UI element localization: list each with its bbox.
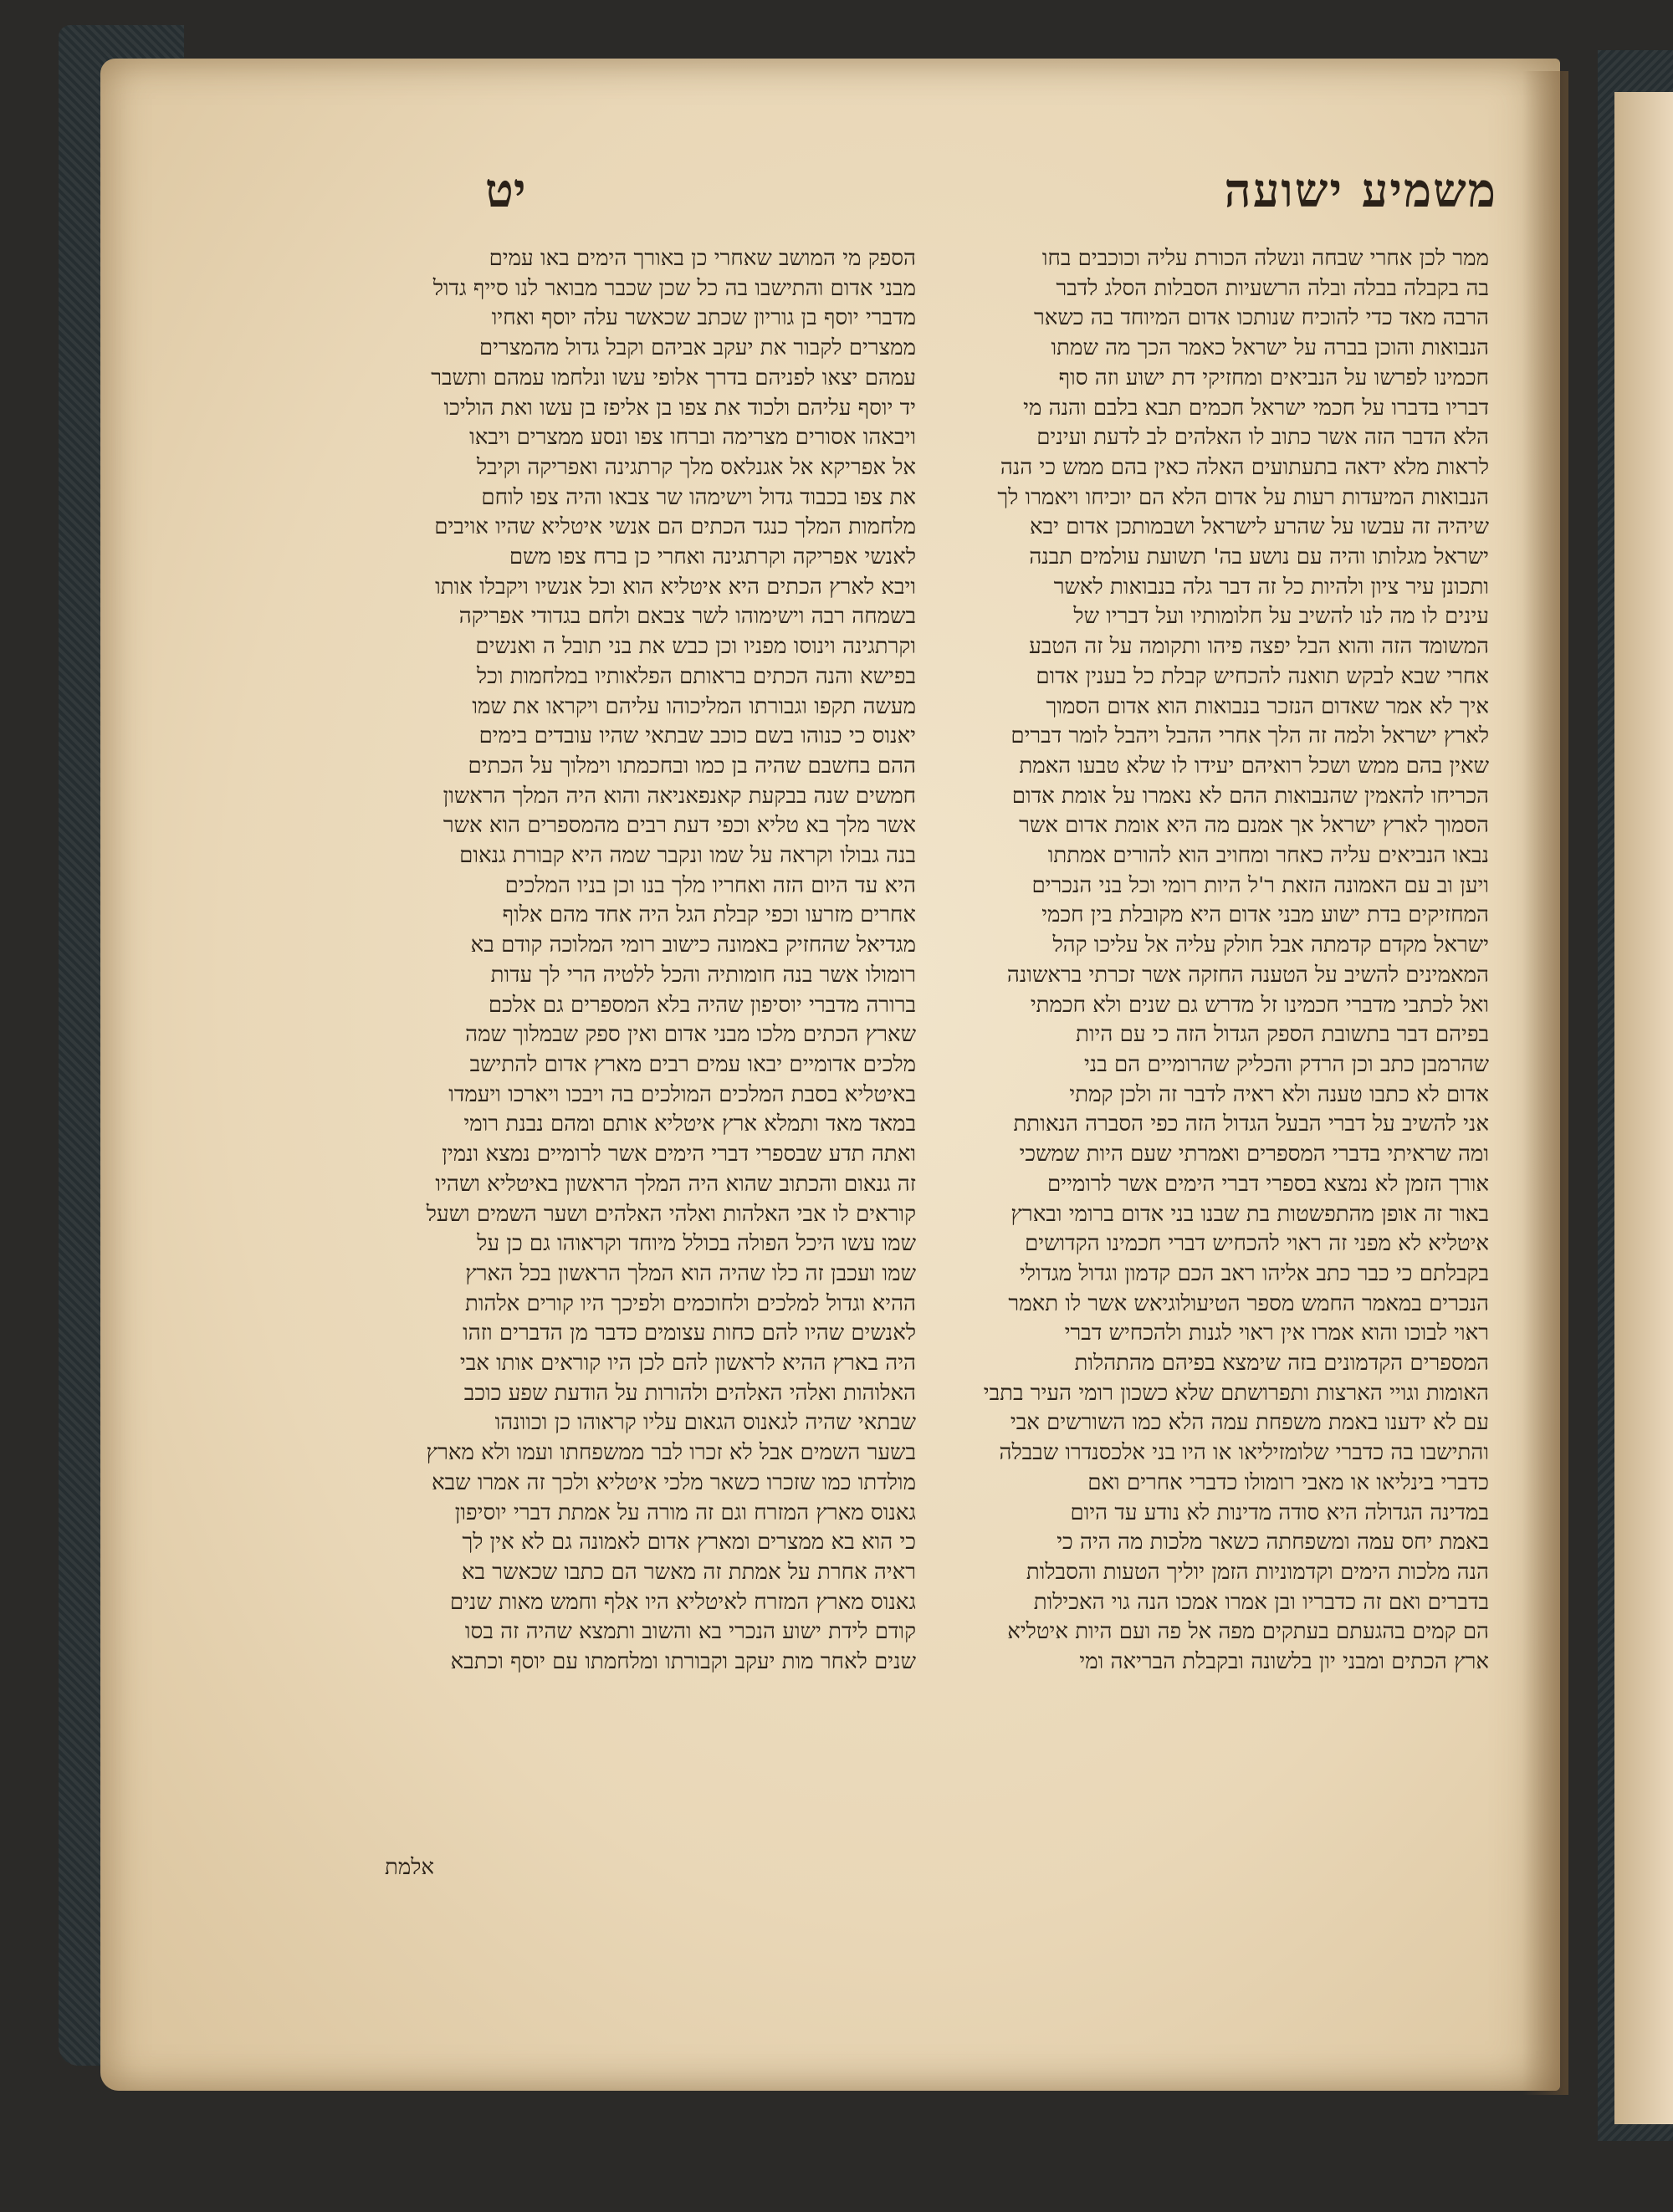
page-gutter-shadow (1522, 71, 1568, 2095)
text-line: באיטליא בסבת המלכים המולכים בה ויבכו ויארכו ויעמדו (448, 1081, 916, 1107)
text-line: מולדתו כמו שזכרו כשאר מלכי איטליא ולכך זה אמרו שבא (432, 1469, 916, 1495)
text-line: קוראים לו אבי האלהות ואלהי האלהים ושער השמים ושעל (426, 1201, 916, 1227)
text-line: כדברי בינליאו או מאבי רומולו כדברי אחרים ואם (1087, 1469, 1489, 1495)
text-line: היא עד היום הזה ואחריו מלך בנו וכן בניו המלכים (504, 872, 916, 898)
text-line: שבתאי שהיה לגאנוס הגאום עליו קראוהו כן וכוונהו (494, 1410, 916, 1436)
text-line: והתישבו בה כדברי שלומזיליאו או היו בני אלכסנדרו שבבלה (999, 1440, 1489, 1466)
text-line: במדינה הגדולה היא סודה מדינות לא נודע עד היום (1070, 1499, 1489, 1525)
text-line: ותכונן עיר ציון ולהיות כל זה דבר גלה בנבואות לאשר (1053, 574, 1489, 600)
text-line: אורך הזמן לא נמצא בספרי דברי הימים אשר לרומיים (1046, 1171, 1489, 1197)
text-line: מלחמות המלך כנגד הכתים הם אנשי איטליא שהיו אויבים (434, 514, 916, 540)
text-line: חמשים שנה בבקעת קאנפאניאה והוא היה המלך הראשון (443, 783, 916, 809)
text-line: ההם בחשבם שהיה בן כמו ובחכמתו וימלוך על הכתים (468, 753, 916, 779)
text-line: לראות מלא ידאה בתעתועים האלה כאין בהם ממש כי הנה (1000, 454, 1489, 480)
text-line: ישראל מקדם קדמתה אבל חולק עליה אל עליכו קהל (1052, 932, 1489, 958)
catchword: אלמת (385, 1855, 435, 1880)
text-line: אחרים מזרעו וכפי קבלת הגל היה אחד מהם אלוף (502, 902, 916, 928)
text-line: ואתה תדע שבספרי דברי הימים אשר לרומיים נמצא ונמין (442, 1142, 916, 1167)
text-line: ארץ הכתים ומבני יון בלשונה ובקבלת הבריאה ומי (1079, 1649, 1489, 1675)
text-line: שארץ הכתים מלכו מבני אדום ואין ספק שבמלוך שמה (465, 1022, 916, 1048)
text-column-left (347, 244, 916, 1678)
text-line: אחרי שבא לבקש תואנה להכחיש קבלת כל בענין אדום (1036, 663, 1489, 689)
text-line: רומולו אשר בנה חומותיה והכל ללטיה הרי לך עדות (490, 962, 916, 988)
text-line: בה בקבלה בבלה ובלה הרשעיות הסבלות הסלג לדבר (1056, 275, 1489, 301)
text-line: באור זה אופן מהתפשטות בת שבנו בני אדום ברומי ובארץ (1010, 1201, 1489, 1227)
text-line: אל אפריקא אל אגנלאס מלך קרתגינה ואפריקה וקיבל (476, 454, 916, 480)
text-line: קודם לידת ישוע הנכרי בא והשוב ותמצא שהיה זה בסו (464, 1619, 916, 1645)
text-line: שנים לאחר מות יעקב וקבורתו ומלחמתו עם יוסף וכתבא (450, 1649, 916, 1675)
text-line: בשמחה רבה וישימוהו לשר צבאם ולחם בגדודי אפריקה (458, 604, 916, 630)
facing-page-edge (1614, 92, 1673, 2124)
text-line: הסמוך לארץ ישראל אך אמנם מה היא אומת אדום אשר (1019, 813, 1489, 839)
text-line: שהרמבן כתב וכן הרדק והכליק שהרומיים הם בני (1083, 1051, 1489, 1077)
text-line: בקבלתם כי כבר כתב אליהו ראב הכם קדמון וגדול מגדולי (1019, 1260, 1489, 1286)
text-line: ממר לכן אחרי שבחה ונשלה הכורת עליה וכוכבים בחו (1041, 246, 1489, 271)
text-line: שאין בהם ממש ושכל רואיהם יעידו לו שלא טבעו האמת (1019, 753, 1489, 779)
text-line: המשומד הזה והוא הבל יפצה פיהו ותקומה על זה הטבע (1029, 634, 1489, 660)
text-line: יד יוסף עליהם ולכוד את צפו בן אליפז בן עשו ואת הוליכו (443, 395, 916, 421)
text-line: דבריו בדברו על חכמי ישראל חכמים תבא בלבם והנה מי (1023, 395, 1489, 421)
text-line: יאנוס כי כנוהו בשם כוכב שבתאי שהיו עובדים בימים (478, 723, 916, 749)
text-line: ראיה אחרת על אמתת זה מאשר הם כתבו שכאשר בא (461, 1559, 916, 1585)
text-line: מדברי יוסף בן גוריון שכתב שכאשר עלה יוסף ואחיו (491, 305, 916, 331)
text-line: הכריחו להאמין שהנבואות ההם לא נאמרו על אומת אדום (1011, 783, 1489, 809)
text-line: גאנוס מארץ המזרח וגם זה מורה על אמתת דברי יוסיפון (454, 1499, 916, 1525)
text-line: ברורה מדברי יוסיפון שהיה בלא המספרים גם אלכם (488, 992, 916, 1018)
text-line: אדום לא כתבו טענה ולא ראיה לדבר זה ולכן קמתי (1069, 1081, 1489, 1107)
text-line: הם קמים בהגעתם בעתקים מפה אל פה ועם היות איטליא (1007, 1619, 1489, 1645)
text-column-right (920, 244, 1489, 1678)
text-line: עמהם יצאו לפניהם בדרך אלופי עשו ונלחמו עמהם ותשבר (431, 365, 916, 391)
text-line: אשר מלך בא טליא וכפי דעת רבים מהמספרים הוא אשר (443, 813, 916, 839)
text-line: בדברים ואם זה כדבריו ובן אמרו אמכו הנה גוי האכילות (1033, 1589, 1489, 1615)
text-line: בשער השמים אבל לא זכרו לבר ממשפחתו ועמו ולא מארץ (426, 1440, 916, 1466)
text-line: את צפו בכבוד גדול וישימהו שר צבאו והיה צפו לוחם (481, 484, 916, 510)
text-line: מלכים אדומיים יבאו עמים רבים מארץ אדום להתישב (469, 1051, 916, 1077)
text-line: במאד מאד ותמלא ארץ איטליא אותם ומהם נבנת רומי (463, 1111, 916, 1137)
text-line: לאנשים שהיו להם כחות עצומים כדבר מן הדברים וזהו (463, 1321, 916, 1346)
text-line: המספרים הקדמונים בזה שימצא בפיהם מהתהלות (1074, 1351, 1489, 1377)
text-line: הלא הדבר הזה אשר כתוב לו האלהים לב לדעת ועינים (1036, 425, 1489, 451)
text-line: באמת יחס עמה ומשפחתה כשאר מלכות מה היה כי (1056, 1530, 1489, 1556)
text-line: המחזיקים בדת ישוע מבני אדום היא מקובלת בין חכמי (1041, 902, 1489, 928)
text-line: ויען וב עם האמונה הזאת ר'ל היות רומי וכל בני הנכרים (1031, 872, 1489, 898)
text-line: חכמינו לפרשו על הנביאים ומחזיקי דת ישוע וזה סוף (1058, 365, 1489, 391)
text-line: בפיהם דבר בתשובת הספק הגדול הזה כי עם היות (1076, 1022, 1489, 1048)
text-line: הנה מלכות הימים וקדמוניות הזמן יוליך הטעות והסבלות (1026, 1559, 1489, 1585)
text-line: זה גנאום והכתוב שהוא היה המלך הראשון באיטליא ושהיו (435, 1171, 916, 1197)
text-line: הספק מי המושב שאחרי כן באורך הימים באו עמים (489, 246, 916, 271)
text-line: איך לא אמר שאדום הנזכר בנבואות הוא אדום הסמוך (1046, 693, 1489, 719)
text-line: הנכרים במאמר החמש מספר הטיעולוגיאש אשר לו תאמר (1008, 1290, 1489, 1316)
text-line: עם לא ידענו באמת משפחת עמה הלא כמו השורשים אבי (1010, 1410, 1489, 1436)
text-line: שמו עשו היכל הפולה בכולל מיוחד וקראוהו גם כן על (477, 1231, 916, 1257)
text-line: הרבה מאד כדי להוכיח שנותכו אדום המיוחד בה כשאר (1034, 305, 1489, 331)
text-line: גאנוס מארץ המזרח לאיטליא היו אלף וחמש מאות שנים (449, 1589, 916, 1615)
text-line: שמו ועכבן זה כלו שהיה הוא המלך הראשון בכל הארץ (465, 1260, 916, 1286)
text-line: כי הוא בא ממצרים ומארץ אדום לאמונה גם לא אין לך (462, 1530, 916, 1556)
text-line: אני להשיב על דברי הבעל הגדול הזה כפי הסברה הנאותת (1013, 1111, 1489, 1137)
text-line: לאנשי אפריקה וקרתגינה ואחרי כן ברח צפו משם (509, 544, 916, 570)
text-line: איטליא לא מפני זה ראוי להכחיש דברי חכמינו הקדושים (1025, 1231, 1489, 1257)
text-line: שיהיה זה עבשו על שהרע לישראל ושבמותכן אדום יבא (1029, 514, 1489, 540)
text-line: בפישא והנה הכתים בראותם הפלאותיו במלחמות וכל (476, 663, 916, 689)
text-line: היה בארץ ההיא לראשון להם לכן היו קוראים אותו אבי (459, 1351, 916, 1377)
text-line: ישראל מגלותו והיה עם נושע בה' תשועת עולמים תבנה (1029, 544, 1489, 570)
text-line: מעשה תקפו וגבורתו המליכוהו עליהם ויקראו את שמו (472, 693, 916, 719)
text-line: הנבואות המיעדות רעות על אדום הלא הם יוכיחו ויאמרו לך (997, 484, 1489, 510)
text-line: ומה שראיתי בדברי המספרים ואמרתי שעם היות שמשכי (1019, 1142, 1489, 1167)
text-line: בנה גבולו וקראה על שמו ונקבר שמה היא קבורת גנאום (459, 843, 916, 869)
text-line: נבאו הנביאים עליה כאחר ומחויב הוא להורים אמתתו (1047, 843, 1489, 869)
text-line: עינים לו מה לנו להשיב על חלומותיו ועל דבריו של (1073, 604, 1489, 630)
text-line: וקרתגינה וינוסו מפניו וכן כבש את בני תובל ה ואנשים (475, 634, 916, 660)
text-line: ממצרים לקבור את יעקב אביהם וקבל גדול מהמצרים (478, 335, 916, 361)
text-line: ויבא לארץ הכתים היא איטליא הוא וכל אנשיו ויקבלו אותו (435, 574, 916, 600)
text-line: לארץ ישראל ולמה זה הלך אחרי ההבל ויהבל לומר דברים (1010, 723, 1489, 749)
text-line: האומות וגויי הארצות ותפרושתם שלא כשכון רומי העיר בתבי (983, 1380, 1489, 1406)
text-line: הנבואות והוכן בברה על ישראל כאמר הכך מה שמתו (1051, 335, 1489, 361)
text-line: ההיא וגדול למלכים ולחוכמים ולפיכך היו קורים אלהות (464, 1290, 916, 1316)
text-line: המאמינים להשיב על הטענה החזקה אשר זכרתי בראשונה (1006, 962, 1489, 988)
text-line: ואל לכתבי מדברי חכמינו זל מדרש גם שנים ולא חכמתי (1030, 992, 1489, 1018)
text-line: האלוהות ואלהי האלהים ולהורות על הודעת שפע כוכב (463, 1380, 916, 1406)
text-line: מבני אדום והתישבו בה כל שכן שכבר מבואר לנו סייף גדול (432, 275, 916, 301)
page-header (351, 163, 1606, 230)
running-title: משמיע ישועה (1224, 163, 1497, 218)
text-line: מגדיאל שהחזיק באמונה כישוב רומי המלוכה קודם בא (470, 932, 916, 958)
folio-number: יט (485, 163, 526, 218)
text-line: ראוי לבוכו והוא אמרו אין ראוי לגנות ולהכחיש דברי (1064, 1321, 1489, 1346)
text-line: ויבאהו אסורים מצרימה וברחו צפו ונסע ממצרים ויבאו (469, 425, 916, 451)
